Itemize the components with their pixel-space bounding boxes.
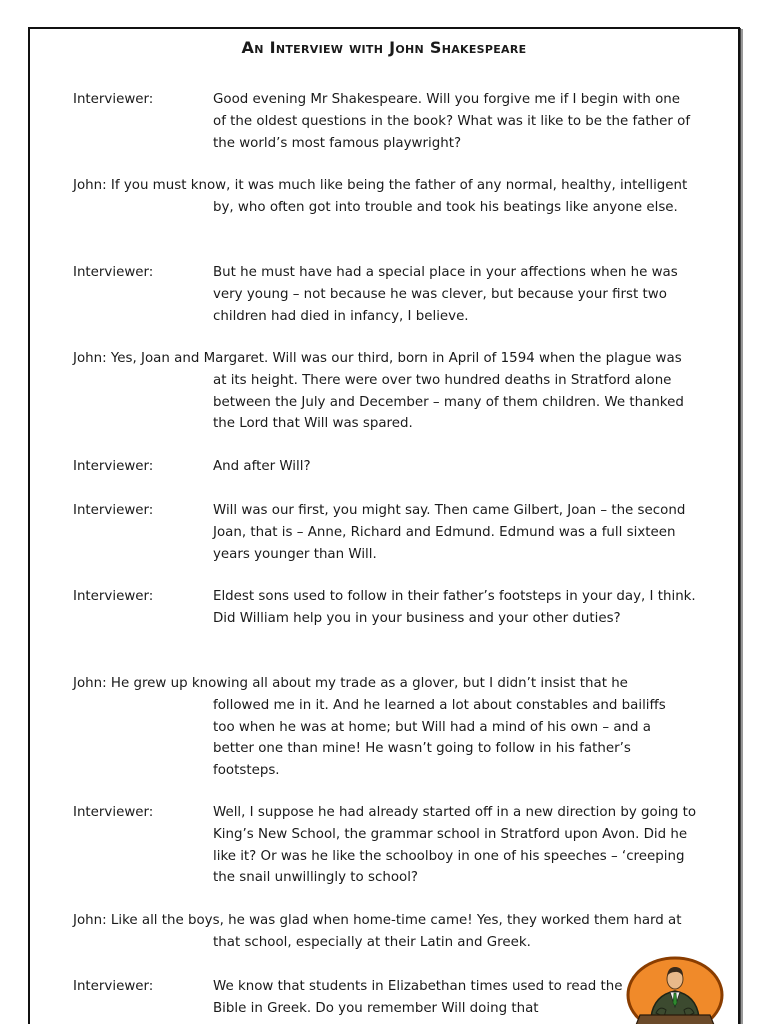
interview-entry — [73, 175, 705, 219]
speaker-label: Interviewer: — [73, 459, 154, 474]
speaker-label: John: — [73, 351, 107, 366]
entry-text: Well, I suppose he had already started off in a new direction by going to King’s New School, the grammar school in Stratford upon Avon. Did he like it? Or was he like the schoolboy in one of his speeches – ‘creeping the snail unwillingly to school? — [213, 805, 697, 886]
interview-entry — [73, 500, 705, 565]
entry-text: He grew up knowing all about my trade as a glover, but I didn’t insist that he followed me in it. And he learned a lot about constables and bailiffs too when he was at home; but Will had a mind of his own – and a better one than mine! He wasn’t going to follow in his father’s footsteps. — [110, 676, 666, 779]
entry-line — [73, 175, 697, 219]
entry-text: And after Will? — [213, 459, 311, 474]
speaker-label: Interviewer: — [73, 589, 154, 604]
entry-line — [73, 910, 697, 954]
speaker-label: Interviewer: — [73, 92, 154, 107]
page-title: An Interview with John Shakespeare — [241, 38, 527, 57]
entry-text: Like all the boys, he was glad when home-time came! Yes, they worked them hard at that school, especially at their Latin and Greek. — [110, 913, 682, 950]
entry-text: Good evening Mr Shakespeare. Will you forgive me if I begin with one of the oldest questions in the book? What was it like to be the father of the world’s most famous playwright? — [213, 92, 691, 151]
speaker-label: Interviewer: — [73, 805, 154, 820]
interview-entry — [73, 262, 705, 327]
tie — [673, 993, 677, 1006]
interview-entry — [73, 586, 705, 630]
entry-text: Eldest sons used to follow in their father’s footsteps in your day, I think. Did William help you in your business and your other duties? — [213, 589, 696, 626]
entry-line — [73, 348, 697, 435]
interview-entry — [73, 456, 705, 478]
entry-line — [73, 673, 679, 782]
entry-text: But he must have had a special place in your affections when he was very young – not because he was clever, but because your first two children had died in infancy, I believe. — [213, 265, 678, 324]
man-at-desk-icon — [626, 955, 724, 1024]
speaker-label: Interviewer: — [73, 265, 154, 280]
speaker-label: Interviewer: — [73, 979, 154, 994]
speaker-label: John: — [73, 676, 107, 691]
interview-entry — [73, 802, 705, 889]
speaker-label: John: — [73, 178, 107, 193]
interview-entry — [73, 89, 705, 154]
entry-text: We know that students in Elizabethan times used to read the Bible in Greek. Do you remember Will doing that — [213, 979, 623, 1016]
interview-entry — [73, 673, 705, 782]
entry-text: Will was our first, you might say. Then came Gilbert, Joan – the second Joan, that is – Anne, Richard and Edmund. Edmund was a full sixteen years younger than Will. — [213, 503, 686, 562]
desk — [636, 1015, 714, 1024]
interview-entry — [73, 348, 705, 435]
entry-text: If you must know, it was much like being the father of any normal, healthy, intelligent by, who often got into trouble and took his beatings like anyone else. — [110, 178, 688, 215]
speaker-label: John: — [73, 913, 107, 928]
speaker-label: Interviewer: — [73, 503, 154, 518]
interview-entry — [73, 910, 705, 954]
interview-entry — [73, 976, 705, 1020]
entry-text: Yes, Joan and Margaret. Will was our third, born in April of 1594 when the plague was at its height. There were over two hundred deaths in Stratford alone between the July and December – many of them children. We thanked the Lord that Will was spared. — [110, 351, 684, 432]
